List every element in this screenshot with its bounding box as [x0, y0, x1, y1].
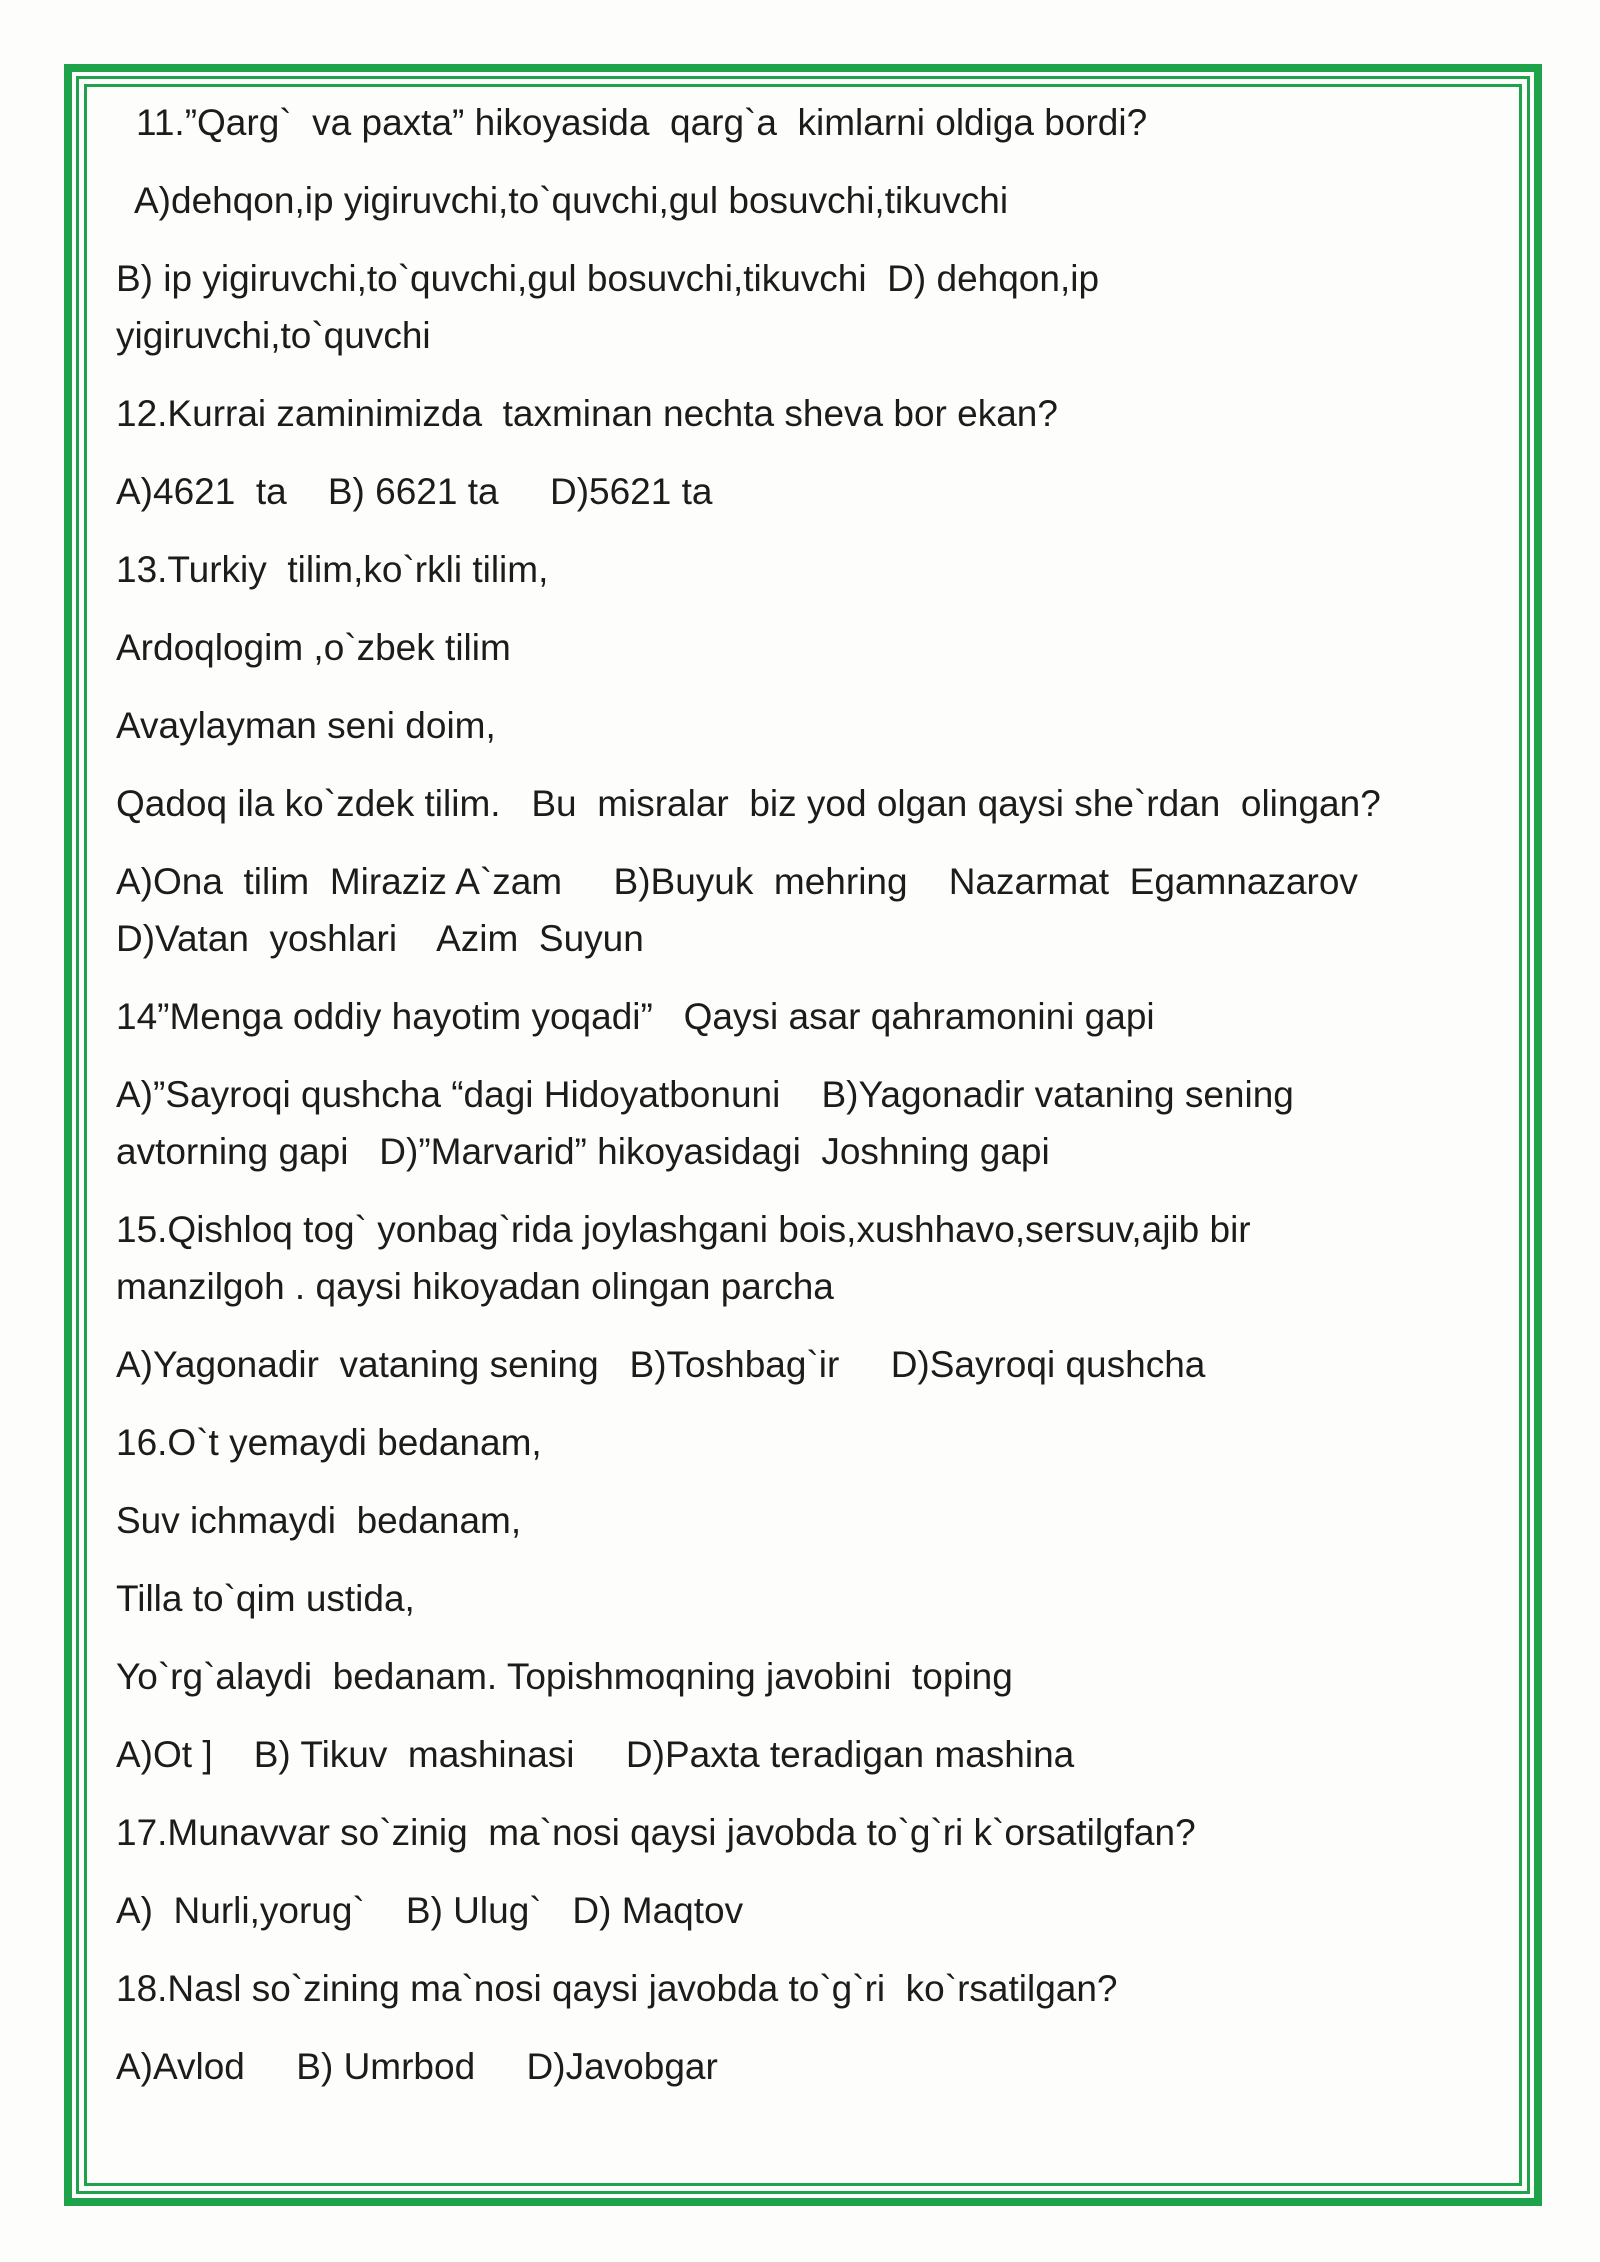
question-13-verse-2: Ardoqlogim ,o`zbek tilim: [116, 627, 511, 668]
question-13-verse-4: Qadoq ila ko`zdek tilim. Bu misralar biz yod olgan qaysi she`rdan olingan?: [116, 783, 1381, 824]
question-12: 12.Kurrai zaminimizda taxminan nechta sheva bor ekan?: [116, 393, 1058, 434]
answer-options-11a: A)dehqon,ip yigiruvchi,to`quvchi,gul bosuvchi,tikuvchi: [134, 180, 1009, 221]
answer-options-15: A)Yagonadir vataning sening B)Toshbag`ir D)Sayroqi qushcha: [116, 1344, 1206, 1385]
question-18: 18.Nasl so`zining ma`nosi qaysi javobda to`g`ri ko`rsatilgan?: [116, 1968, 1118, 2009]
question-17: 17.Munavvar so`zinig ma`nosi qaysi javobda to`g`ri k`orsatilgfan?: [116, 1812, 1196, 1853]
question-16-verse-3: Tilla to`qim ustida,: [116, 1578, 415, 1619]
answer-options-12: A)4621 ta B) 6621 ta D)5621 ta: [116, 471, 713, 512]
answer-options-17: A) Nurli,yorug` B) Ulug` D) Maqtov: [116, 1890, 744, 1931]
question-13-verse-1: 13.Turkiy tilim,ko`rkli tilim,: [116, 549, 549, 590]
question-13-verse-3: Avaylayman seni doim,: [116, 705, 496, 746]
answer-options-14: A)”Sayroqi qushcha “dagi Hidoyatbonuni B)Yagonadir vataning sening avtorning gapi D)”Marvarid” hikoyasidagi Joshning gapi: [116, 1074, 1294, 1172]
answer-options-16: A)Ot ] B) Tikuv mashinasi D)Paxta teradigan mashina: [116, 1734, 1075, 1775]
question-14: 14”Menga oddiy hayotim yoqadi” Qaysi asar qahramonini gapi: [116, 996, 1155, 1037]
question-11: 11.”Qarg` va paxta” hikoyasida qarg`a kimlarni oldiga bordi?: [136, 102, 1148, 143]
quiz-content: [116, 94, 1476, 2116]
answer-options-18: A)Avlod B) Umrbod D)Javobgar: [116, 2046, 718, 2087]
question-16-verse-1: 16.O`t yemaydi bedanam,: [116, 1422, 542, 1463]
question-16-verse-4: Yo`rg`alaydi bedanam. Topishmoqning javobini toping: [116, 1656, 1013, 1697]
question-15: 15.Qishloq tog` yonbag`rida joylashgani bois,xushhavo,sersuv,ajib bir manzilgoh . qaysi hikoyadan olingan parcha: [116, 1209, 1251, 1307]
answer-options-11b: B) ip yigiruvchi,to`quvchi,gul bosuvchi,tikuvchi D) dehqon,ip yigiruvchi,to`quvchi: [116, 258, 1100, 356]
answer-options-13: A)Ona tilim Miraziz A`zam B)Buyuk mehring Nazarmat Egamnazarov D)Vatan yoshlari Azim Suyun: [116, 861, 1358, 959]
question-16-verse-2: Suv ichmaydi bedanam,: [116, 1500, 522, 1541]
